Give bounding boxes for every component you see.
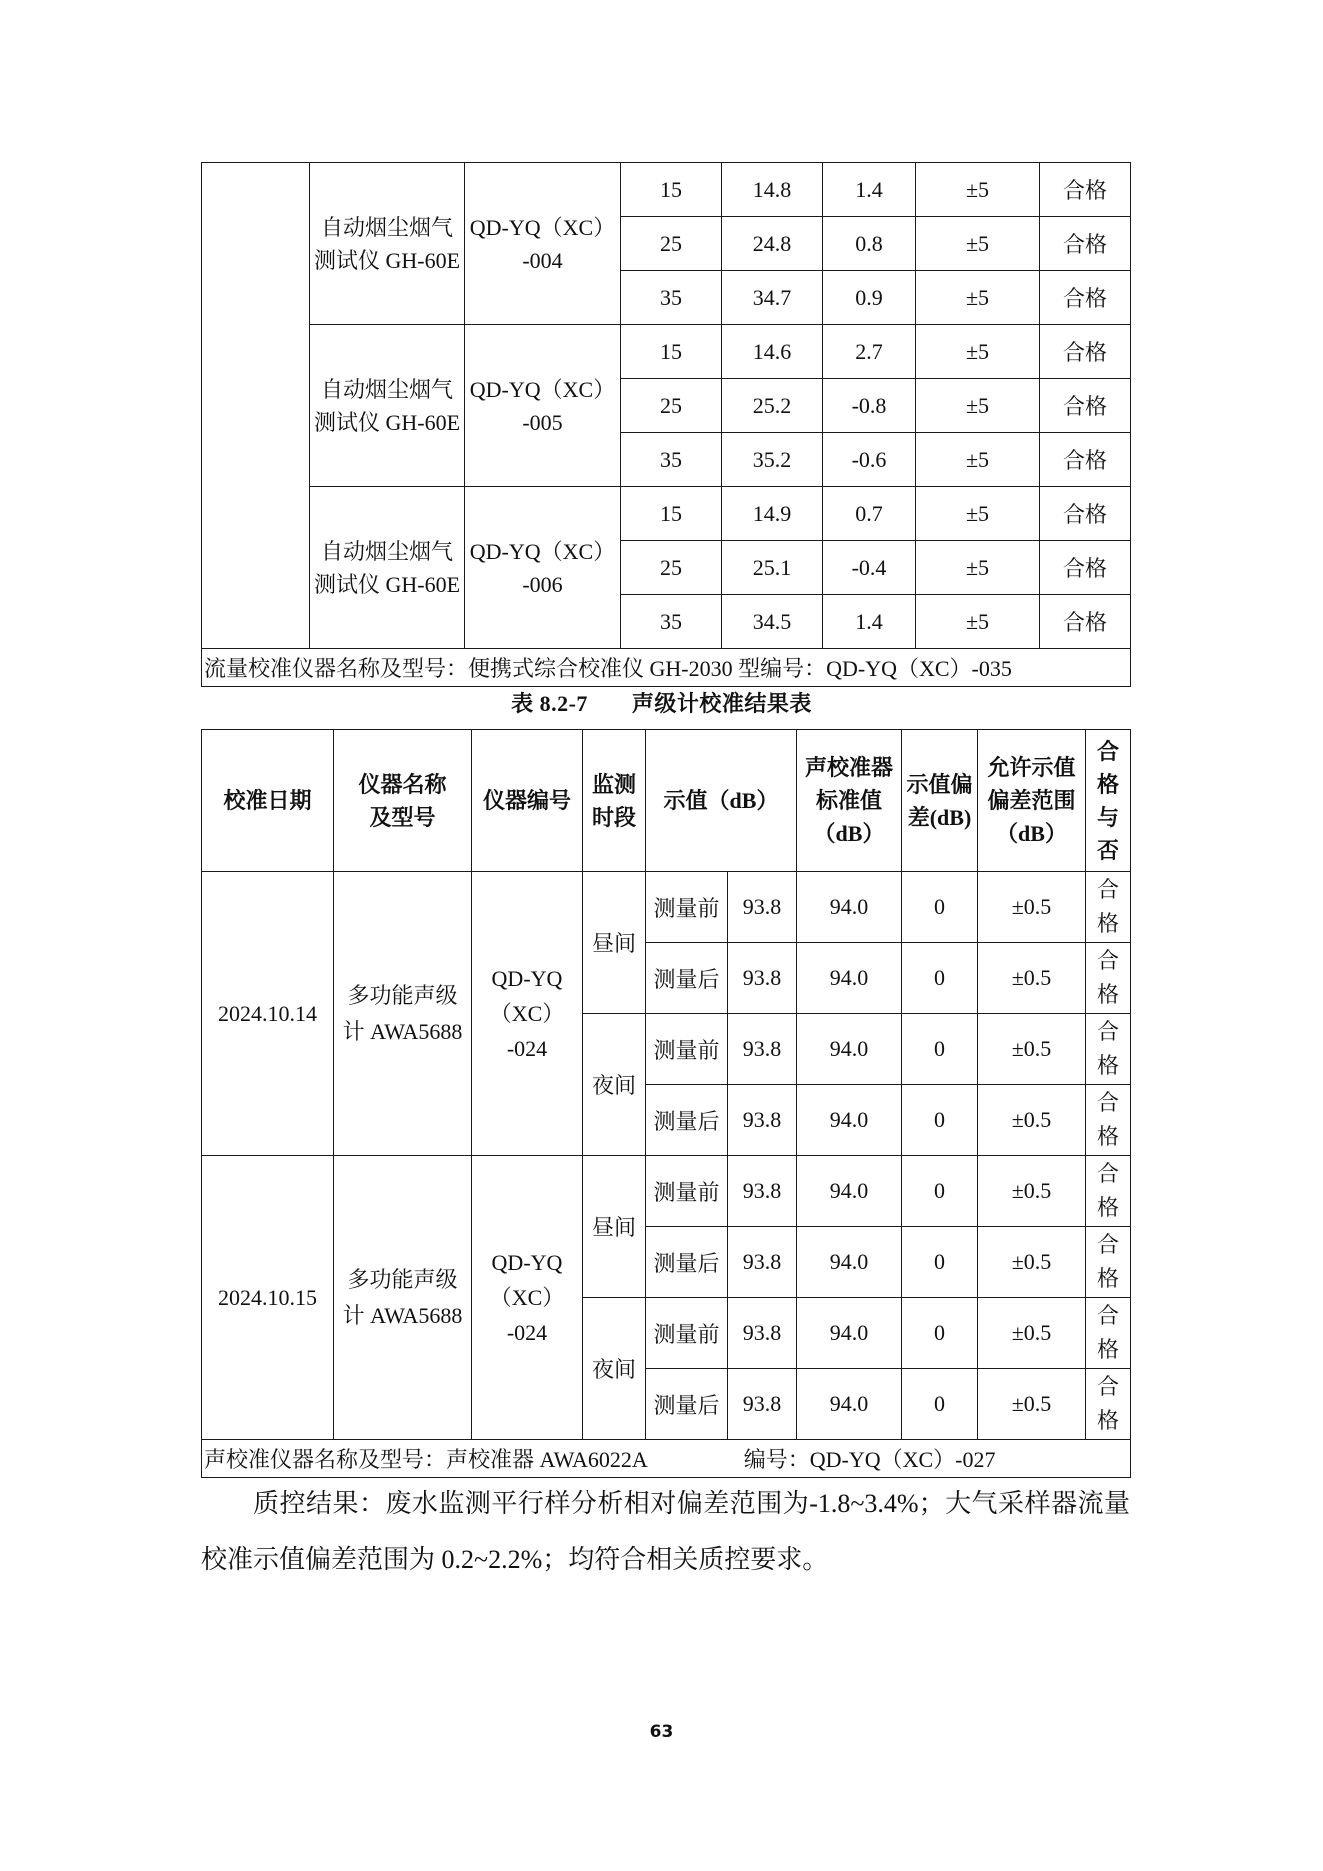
table-note-row	[202, 1440, 1131, 1478]
allowed-range-cell: ±5	[916, 217, 1040, 271]
cell-line: 合	[1097, 738, 1120, 764]
qc-result-paragraph: 质控结果：废水监测平行样分析相对偏差范围为-1.8~3.4%；大气采样器流量校准示值偏差范围为 0.2~2.2%；均符合相关质控要求。	[201, 1489, 1130, 1574]
sound-meter-calibration-table	[201, 729, 1131, 1478]
period-cell: 昼间	[583, 872, 646, 1014]
flow-calibrator-note: 流量校准仪器名称及型号：便携式综合校准仪 GH-2030 型编号：QD-YQ（XC）-035	[202, 649, 1131, 687]
measured-value-cell: 93.8	[728, 943, 797, 1014]
instrument-code-cell	[465, 325, 621, 487]
deviation-cell: 0.7	[823, 487, 916, 541]
cell-line: 允许示值	[987, 755, 1076, 780]
cell-line: 测试仪 GH-60E	[313, 247, 461, 273]
phase-cell: 测量后	[646, 1085, 728, 1156]
deviation-cell: 0	[902, 943, 978, 1014]
result-cell: 合格	[1040, 325, 1131, 379]
cell-line: 差(dB)	[907, 804, 972, 830]
cell-line: （XC）	[489, 1001, 565, 1026]
cell-line: 多功能声级	[347, 982, 458, 1008]
allowed-range-cell: ±0.5	[978, 872, 1086, 943]
result-cell	[1086, 1014, 1131, 1085]
result-cell: 合格	[1040, 217, 1131, 271]
calibrator-code: 编号：QD-YQ（XC）-027	[743, 1447, 996, 1472]
set-flow-cell: 35	[621, 271, 722, 325]
allowed-range-cell: ±5	[916, 379, 1040, 433]
standard-value-cell: 94.0	[797, 1227, 902, 1298]
cell-line: 合	[1097, 1019, 1120, 1044]
instrument-name-cell	[310, 325, 465, 487]
result-cell	[1086, 943, 1131, 1014]
result-cell	[1086, 1227, 1131, 1298]
header-row	[202, 730, 1131, 872]
deviation-cell: 0	[902, 1156, 978, 1227]
result-cell	[1086, 1298, 1131, 1369]
sound-calibrator-note	[202, 1440, 1131, 1478]
table-note-row	[202, 649, 1131, 687]
cell-line: 合	[1097, 1090, 1120, 1115]
header-standard-value	[797, 730, 902, 872]
allowed-range-cell: ±0.5	[978, 1156, 1086, 1227]
header-pass	[1086, 730, 1131, 872]
cell-line: 格	[1097, 1337, 1120, 1362]
cell-line: 合	[1097, 1374, 1120, 1399]
measured-value-cell: 93.8	[728, 1298, 797, 1369]
set-flow-cell: 15	[621, 163, 722, 217]
result-cell: 合格	[1040, 379, 1131, 433]
header-displayed-value: 示值（dB）	[646, 730, 797, 872]
calibrator-model: 声校准仪器名称及型号：声校准器 AWA6022A	[204, 1447, 648, 1472]
header-allowed-range	[978, 730, 1086, 872]
deviation-cell: 0	[902, 1227, 978, 1298]
standard-value-cell: 94.0	[797, 943, 902, 1014]
table-row	[202, 487, 1131, 541]
measured-value-cell: 93.8	[728, 1085, 797, 1156]
standard-value-cell: 94.0	[797, 1298, 902, 1369]
calibration-date-cell: 2024.10.14	[202, 872, 334, 1156]
set-flow-cell: 15	[621, 325, 722, 379]
table-row	[202, 872, 1131, 943]
cell-line: 格	[1097, 1266, 1120, 1291]
result-cell: 合格	[1040, 163, 1131, 217]
cell-line: -024	[506, 1320, 548, 1345]
instrument-name-cell	[334, 1156, 472, 1440]
period-cell: 夜间	[583, 1298, 646, 1440]
allowed-range-cell: ±5	[916, 487, 1040, 541]
period-cell: 昼间	[583, 1156, 646, 1298]
set-flow-cell: 25	[621, 541, 722, 595]
measured-value-cell: 93.8	[728, 1156, 797, 1227]
result-cell	[1086, 872, 1131, 943]
cell-line: 测试仪 GH-60E	[313, 409, 461, 435]
instrument-code-cell	[472, 872, 583, 1156]
cell-line: 合	[1097, 1303, 1120, 1328]
table-caption-number: 表 8.2-7	[511, 691, 588, 716]
shown-flow-cell: 25.1	[722, 541, 823, 595]
header-instrument-name	[334, 730, 472, 872]
deviation-cell: 0	[902, 1014, 978, 1085]
deviation-cell: 0	[902, 872, 978, 943]
allowed-range-cell: ±5	[916, 163, 1040, 217]
phase-cell: 测量前	[646, 1298, 728, 1369]
shown-flow-cell: 25.2	[722, 379, 823, 433]
cell-line: 自动烟尘烟气	[320, 214, 453, 240]
cell-line: 多功能声级	[347, 1266, 458, 1292]
cell-line: （dB）	[813, 821, 885, 846]
allowed-range-cell: ±5	[916, 541, 1040, 595]
page-number: 63	[649, 1722, 674, 1742]
cell-line: QD-YQ（XC）	[469, 538, 616, 564]
cell-line: 格	[1097, 1124, 1120, 1149]
cell-line: 合	[1097, 1232, 1120, 1257]
cell-line: 声校准器	[805, 755, 894, 780]
cell-line: 与	[1097, 804, 1120, 830]
deviation-cell: -0.8	[823, 379, 916, 433]
cell-line: 示值偏	[906, 771, 973, 797]
instrument-code-cell	[472, 1156, 583, 1440]
cell-line: 计 AWA5688	[342, 1302, 463, 1328]
set-flow-cell: 35	[621, 595, 722, 649]
measured-value-cell: 93.8	[728, 1014, 797, 1085]
cell-line: 格	[1097, 911, 1120, 936]
cell-line: 合	[1097, 877, 1120, 902]
cell-line: -004	[522, 247, 563, 273]
table-row	[202, 325, 1131, 379]
shown-flow-cell: 14.9	[722, 487, 823, 541]
cell-line: -024	[506, 1036, 548, 1061]
shown-flow-cell: 34.7	[722, 271, 823, 325]
phase-cell: 测量后	[646, 1369, 728, 1440]
standard-value-cell: 94.0	[797, 1085, 902, 1156]
cell-line: 格	[1097, 1408, 1120, 1433]
cell-line: 格	[1097, 982, 1120, 1007]
cell-line: 时段	[591, 804, 636, 830]
measured-value-cell: 93.8	[728, 872, 797, 943]
cell-line: 自动烟尘烟气	[320, 376, 453, 402]
phase-cell: 测量后	[646, 1227, 728, 1298]
result-cell: 合格	[1040, 541, 1131, 595]
cell-line: -005	[522, 409, 563, 435]
header-date: 校准日期	[202, 730, 334, 872]
allowed-range-cell: ±0.5	[978, 943, 1086, 1014]
deviation-cell: 0.8	[823, 217, 916, 271]
standard-value-cell: 94.0	[797, 1014, 902, 1085]
deviation-cell: 2.7	[823, 325, 916, 379]
result-cell: 合格	[1040, 271, 1131, 325]
cell-line: （dB）	[996, 821, 1067, 846]
cell-line: QD-YQ	[491, 966, 563, 991]
result-cell: 合格	[1040, 595, 1131, 649]
cell-line: QD-YQ	[491, 1250, 563, 1275]
instrument-code-cell	[465, 487, 621, 649]
shown-flow-cell: 14.6	[722, 325, 823, 379]
allowed-range-cell: ±0.5	[978, 1298, 1086, 1369]
deviation-cell: 0.9	[823, 271, 916, 325]
set-flow-cell: 35	[621, 433, 722, 487]
cell-line: 合	[1097, 948, 1120, 973]
allowed-range-cell: ±0.5	[978, 1085, 1086, 1156]
cell-line: 仪器名称	[358, 771, 447, 797]
result-cell	[1086, 1085, 1131, 1156]
cell-line: QD-YQ（XC）	[469, 376, 616, 402]
cell-line: 测试仪 GH-60E	[313, 571, 461, 597]
result-cell	[1086, 1156, 1131, 1227]
allowed-range-cell: ±0.5	[978, 1369, 1086, 1440]
allowed-range-cell: ±0.5	[978, 1014, 1086, 1085]
deviation-cell: 0	[902, 1085, 978, 1156]
result-cell	[1086, 1369, 1131, 1440]
instrument-name-cell	[310, 163, 465, 325]
header-period	[583, 730, 646, 872]
set-flow-cell: 15	[621, 487, 722, 541]
deviation-cell: 1.4	[823, 595, 916, 649]
instrument-code-cell	[465, 163, 621, 325]
header-deviation	[902, 730, 978, 872]
deviation-cell: -0.4	[823, 541, 916, 595]
allowed-range-cell: ±5	[916, 271, 1040, 325]
cell-line: 格	[1097, 771, 1120, 797]
allowed-range-cell: ±0.5	[978, 1227, 1086, 1298]
shown-flow-cell: 35.2	[722, 433, 823, 487]
cell-line: 及型号	[369, 804, 436, 830]
allowed-range-cell: ±5	[916, 595, 1040, 649]
instrument-name-cell	[310, 487, 465, 649]
set-flow-cell: 25	[621, 217, 722, 271]
calibration-date-cell: 2024.10.15	[202, 1156, 334, 1440]
allowed-range-cell: ±5	[916, 433, 1040, 487]
table-row	[202, 163, 1131, 217]
cell-line: 标准值	[816, 788, 883, 813]
table-caption-title: 声级计校准结果表	[631, 691, 812, 716]
cell-line: 计 AWA5688	[342, 1018, 463, 1044]
deviation-cell: 1.4	[823, 163, 916, 217]
cell-line: QD-YQ（XC）	[469, 214, 616, 240]
instrument-name-cell	[334, 872, 472, 1156]
result-cell: 合格	[1040, 487, 1131, 541]
cell-line: 格	[1097, 1195, 1120, 1220]
standard-value-cell: 94.0	[797, 1156, 902, 1227]
deviation-cell: 0	[902, 1298, 978, 1369]
cell-line: 监测	[591, 771, 636, 797]
standard-value-cell: 94.0	[797, 872, 902, 943]
cell-line: 否	[1097, 837, 1120, 863]
phase-cell: 测量前	[646, 872, 728, 943]
cell-line: 格	[1097, 1053, 1120, 1078]
table-caption	[0, 687, 1323, 718]
result-cell: 合格	[1040, 433, 1131, 487]
shown-flow-cell: 14.8	[722, 163, 823, 217]
allowed-range-cell: ±5	[916, 325, 1040, 379]
flow-calibration-table	[201, 162, 1131, 687]
header-instrument-code: 仪器编号	[472, 730, 583, 872]
measured-value-cell: 93.8	[728, 1227, 797, 1298]
phase-cell: 测量后	[646, 943, 728, 1014]
deviation-cell: 0	[902, 1369, 978, 1440]
cell-line: -006	[522, 571, 563, 597]
phase-cell: 测量前	[646, 1156, 728, 1227]
cell-line: （XC）	[489, 1285, 565, 1310]
cell-line: 偏差范围	[987, 788, 1076, 813]
measured-value-cell: 93.8	[728, 1369, 797, 1440]
cell-line: 合	[1097, 1161, 1120, 1186]
shown-flow-cell: 34.5	[722, 595, 823, 649]
set-flow-cell: 25	[621, 379, 722, 433]
cell-line: 自动烟尘烟气	[320, 538, 453, 564]
phase-cell: 测量前	[646, 1014, 728, 1085]
table-row	[202, 1156, 1131, 1227]
period-cell: 夜间	[583, 1014, 646, 1156]
standard-value-cell: 94.0	[797, 1369, 902, 1440]
shown-flow-cell: 24.8	[722, 217, 823, 271]
deviation-cell: -0.6	[823, 433, 916, 487]
blank-category-cell	[202, 163, 310, 649]
